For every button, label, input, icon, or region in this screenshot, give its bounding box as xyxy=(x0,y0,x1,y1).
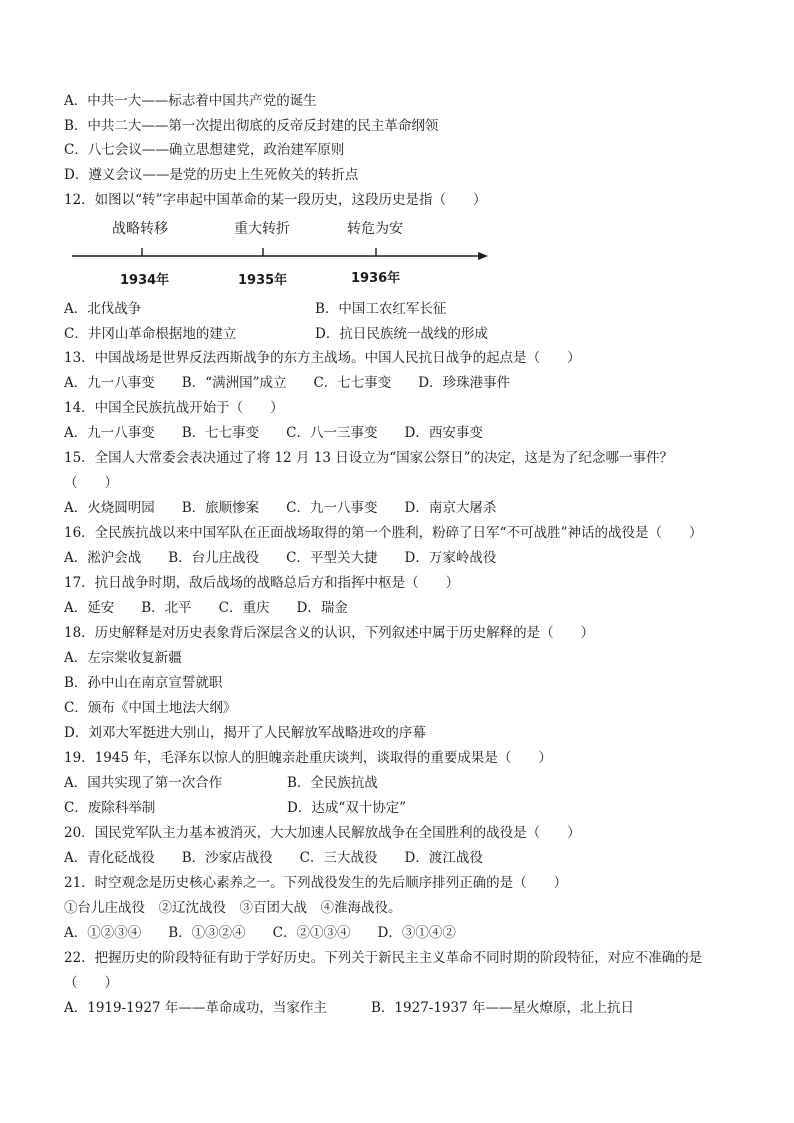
q15-stem: 15．全国人大常委会表决通过了将 12 月 13 日设立为“国家公祭日”的决定，这是为了纪念哪一事件？ xyxy=(64,450,674,466)
timeline-year-2: 1935年 xyxy=(238,273,288,288)
q21-stem: 21．时空观念是历史核心素养之一。下列战役发生的先后顺序排列正确的是（ ） xyxy=(64,875,568,891)
q21-items: ①台儿庄战役 ②辽沈战役 ③百团大战 ④淮海战役。 xyxy=(64,900,402,916)
timeline-arrow xyxy=(478,252,488,260)
q18-option-b: B．孙中山在南京宣誓就职 xyxy=(64,675,223,691)
q11-option-a: A．中共一大——标志着中国共产党的诞生 xyxy=(64,93,317,109)
q22-option-b: B．1927-1937 年——星火燎原，北上抗日 xyxy=(371,1000,634,1016)
timeline-label-1: 战略转移 xyxy=(112,221,168,237)
q18-option-c: C．颁布《中国土地法大纲》 xyxy=(64,700,237,716)
q22-stem-bracket: （ ） xyxy=(64,975,118,991)
q17-options: A．延安 B．北平 C．重庆 D．瑞金 xyxy=(64,600,348,616)
q13-options: A．九一八事变 B．“满洲国”成立 C．七七事变 D．珍珠港事件 xyxy=(64,375,511,391)
q11-option-d: D．遵义会议——是党的历史上生死攸关的转折点 xyxy=(64,167,359,183)
timeline-year-1: 1934年 xyxy=(120,273,170,288)
q16-options: A．淞沪会战 B．台儿庄战役 C．平型关大捷 D．万家岭战役 xyxy=(64,550,497,566)
q21-options: A．①②③④ B．①③②④ C．②①③④ D．③①④② xyxy=(64,925,456,941)
timeline-label-2: 重大转折 xyxy=(234,221,290,237)
q19-option-b: B．全民族抗战 xyxy=(287,775,378,791)
q20-stem: 20．国民党军队主力基本被消灭，大大加速人民解放战争在全国胜利的战役是（ ） xyxy=(64,825,581,841)
q12-stem: 12．如图以“转”字串起中国革命的某一段历史，这段历史是指（ ） xyxy=(64,192,487,208)
q16-stem: 16．全民族抗战以来中国军队在正面战场取得的第一个胜利，粉碎了日军“不可战胜”神话的战役是（ ） xyxy=(64,525,703,541)
q19-option-d: D．达成“双十协定” xyxy=(287,800,407,816)
q12-option-c: C．井冈山革命根据地的建立 xyxy=(64,326,237,342)
q18-stem: 18．历史解释是对历史表象背后深层含义的认识，下列叙述中属于历史解释的是（ ） xyxy=(64,625,595,641)
q20-options: A．青化砭战役 B．沙家店战役 C．三大战役 D．渡江战役 xyxy=(64,850,483,866)
q11-option-b: B．中共二大——第一次提出彻底的反帝反封建的民主革命纲领 xyxy=(64,118,439,134)
q14-stem: 14．中国全民族抗战开始于（ ） xyxy=(64,400,284,416)
q12-option-d: D．抗日民族统一战线的形成 xyxy=(315,326,488,342)
q11-option-c: C．八七会议——确立思想建党，政治建军原则 xyxy=(64,142,345,158)
q22-stem: 22．把握历史的阶段特征有助于学好历史。下列关于新民主主义革命不同时期的阶段特征，对应不准确的是 xyxy=(64,950,703,966)
timeline-diagram xyxy=(70,214,490,294)
q15-stem-bracket: （ ） xyxy=(64,475,118,491)
q13-stem: 13．中国战场是世界反法西斯战争的东方主战场。中国人民抗日战争的起点是（ ） xyxy=(64,350,581,366)
timeline-year-3: 1936年 xyxy=(351,271,401,286)
q15-options: A．火烧圆明园 B．旅顺惨案 C．九一八事变 D．南京大屠杀 xyxy=(64,500,497,516)
q12-option-b: B．中国工农红军长征 xyxy=(315,301,447,317)
q17-stem: 17．抗日战争时期，敌后战场的战略总后方和指挥中枢是（ ） xyxy=(64,575,460,591)
q14-options: A．九一八事变 B．七七事变 C．八一三事变 D．西安事变 xyxy=(64,425,483,441)
q22-option-a: A．1919-1927 年——革命成功，当家作主 xyxy=(64,1000,327,1016)
q19-stem: 19．1945 年，毛泽东以惊人的胆魄亲赴重庆谈判，谈取得的重要成果是（ ） xyxy=(64,750,552,766)
q19-option-c: C．废除科举制 xyxy=(64,800,156,816)
timeline-label-3: 转危为安 xyxy=(347,221,403,237)
q18-option-a: A．左宗棠收复新疆 xyxy=(64,650,182,666)
q12-option-a: A．北伐战争 xyxy=(64,301,142,317)
q18-option-d: D．刘邓大军挺进大别山，揭开了人民解放军战略进攻的序幕 xyxy=(64,725,426,741)
q19-option-a: A．国共实现了第一次合作 xyxy=(64,775,223,791)
